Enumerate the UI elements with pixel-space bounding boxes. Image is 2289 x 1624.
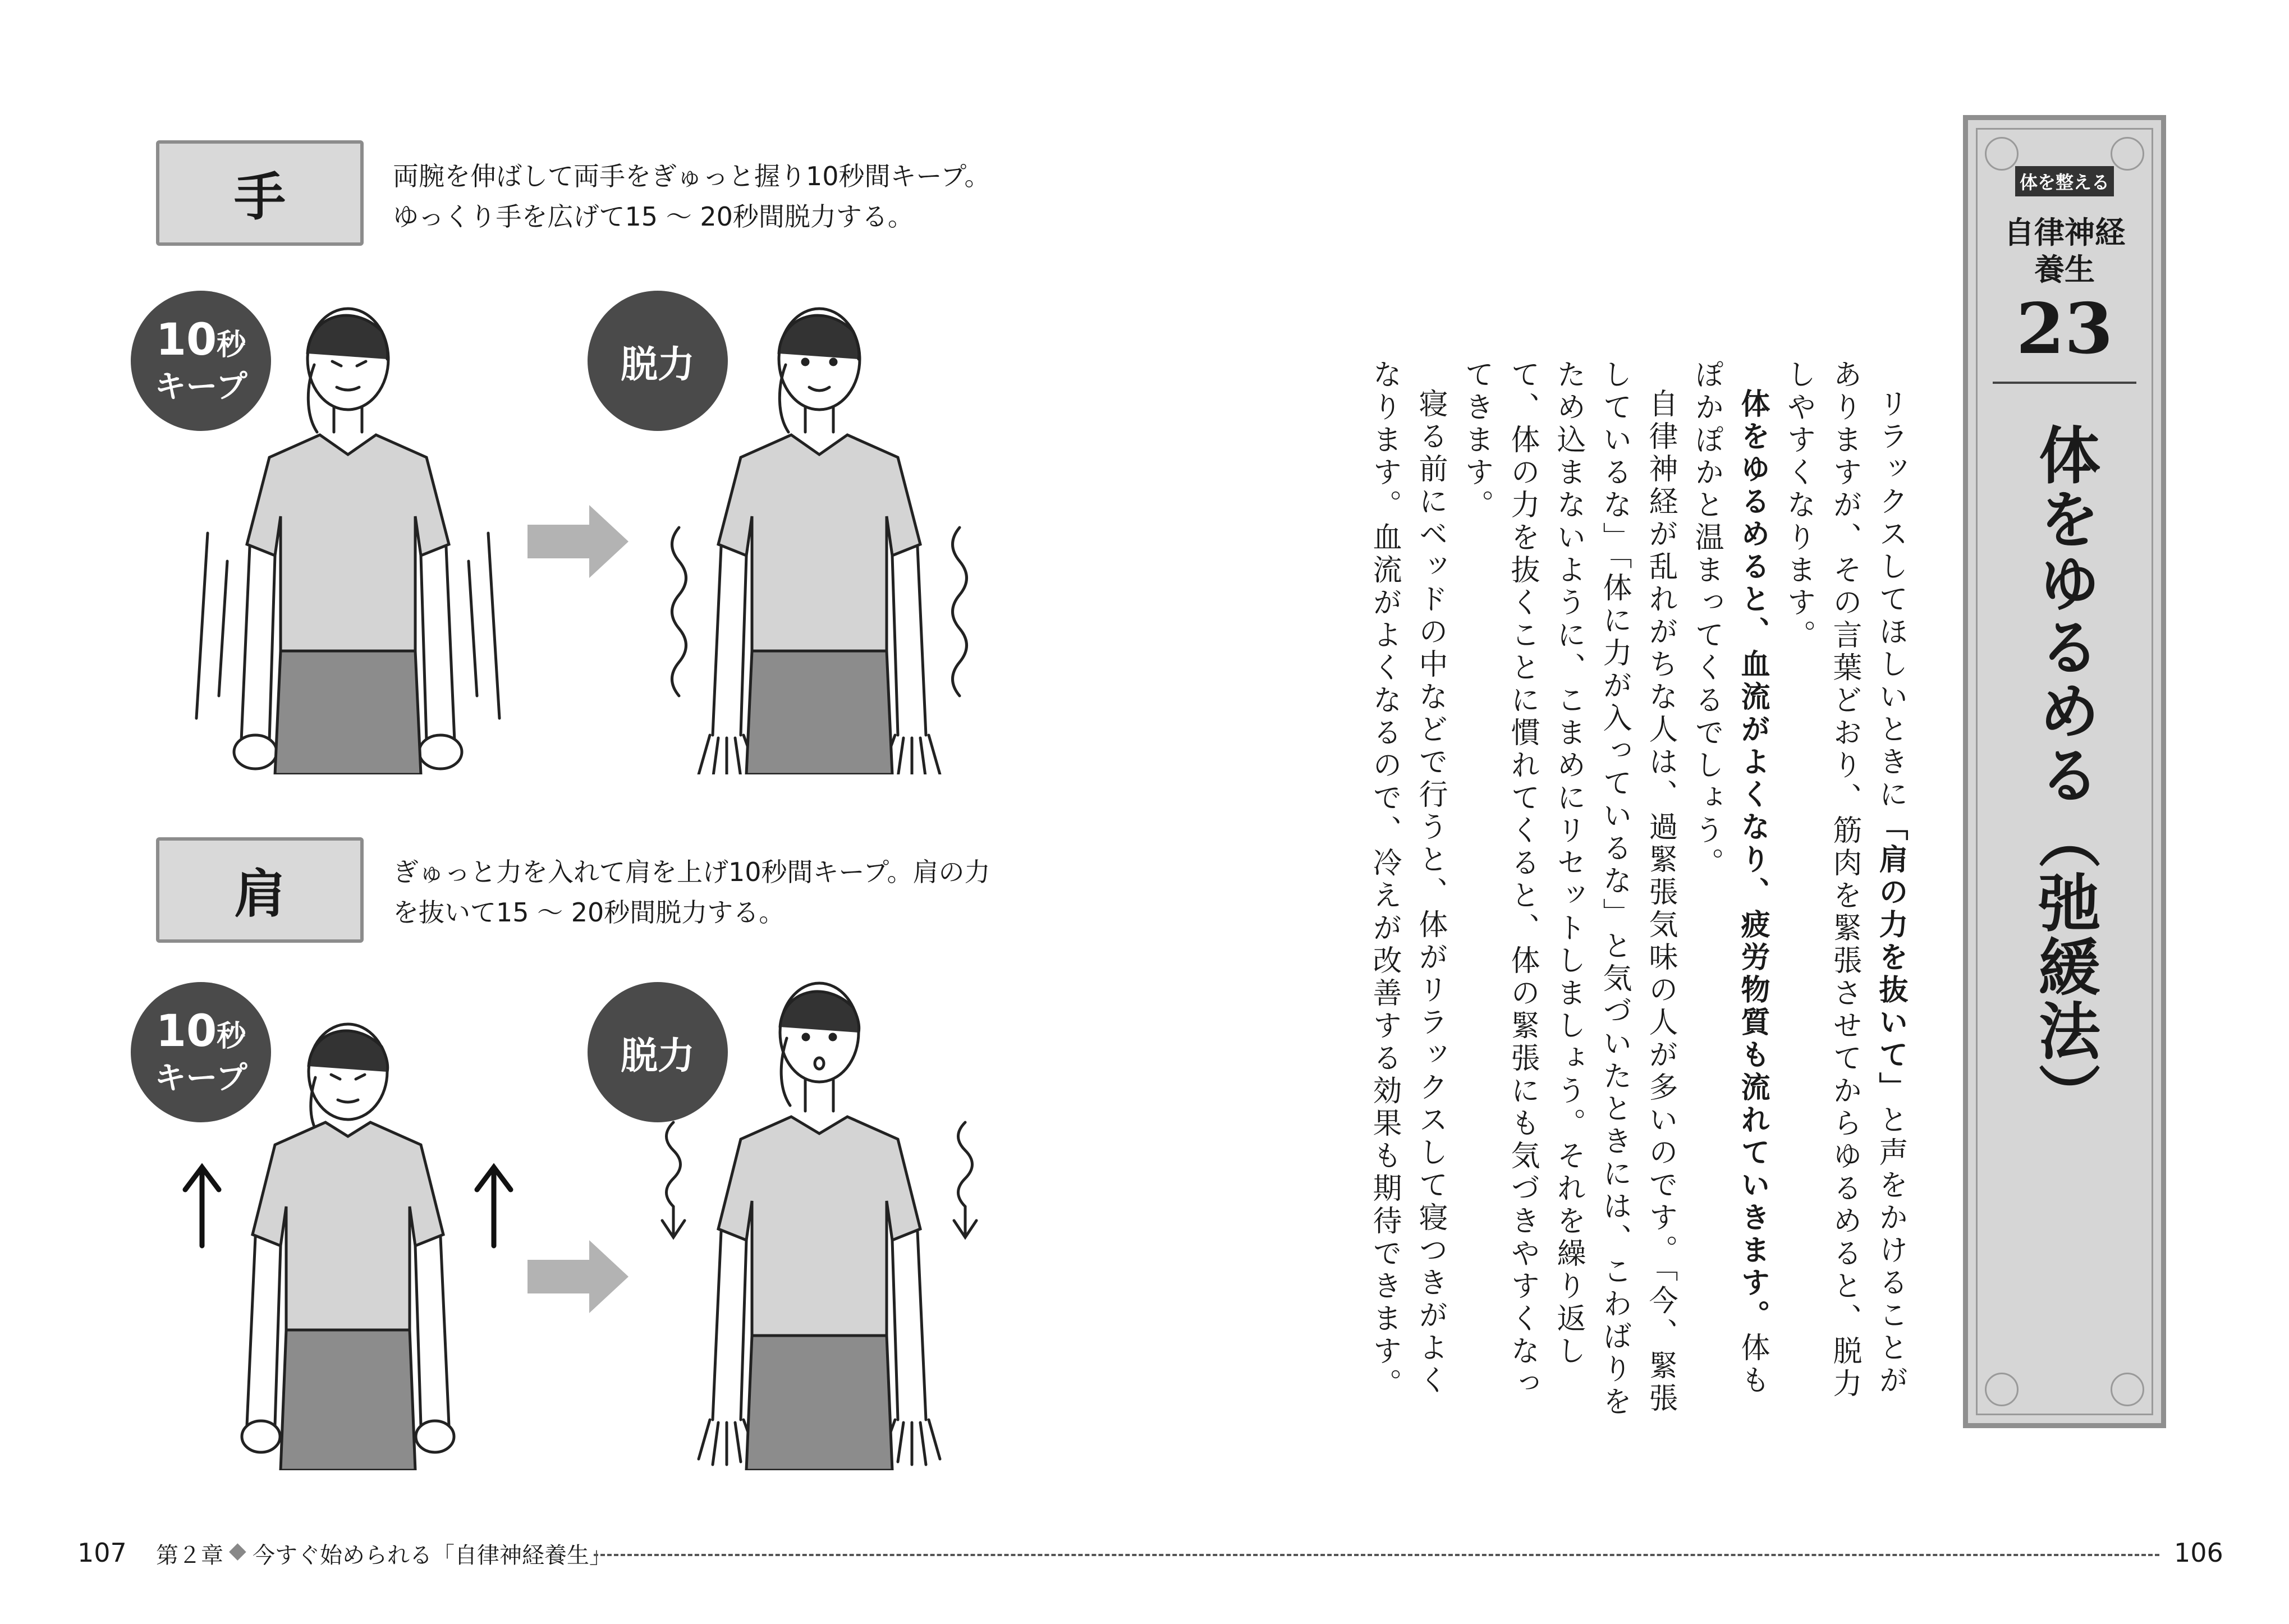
category-line: 自律神経 (2004, 215, 2125, 250)
badge-keep-num: 10 (155, 314, 217, 365)
text-run: リラックスしてほしいときに (1874, 388, 1907, 811)
divider (1993, 382, 2136, 384)
section-label-hand (156, 140, 364, 246)
badge-keep-word: キープ (154, 1059, 247, 1097)
section-label-shoulder (156, 837, 364, 943)
badge-keep-num: 10 (155, 1006, 217, 1057)
paragraph: 自律神経が乱れがちな人は、過緊張気味の人が多いのです。「今、緊張しているな」「体に力が入っているな」と気づいたときには、こわばりをため込まないように、こまめにリセットしましょう。それを繰り返して、体の力を抜くことに慣れてくると、体の緊張にも気づきやすくなってきます。 (1460, 359, 1677, 1419)
section-label-text: 肩 (233, 864, 286, 924)
arrow-right-icon (527, 1240, 640, 1313)
ornament-icon (1985, 1373, 2019, 1406)
badge-keep-unit: 秒 (217, 328, 246, 362)
page-number-right: 106 (2174, 1538, 2223, 1568)
emphasis: 「肩の力を抜いて」 (1874, 811, 1907, 1104)
badge-keep-word: キープ (154, 368, 247, 405)
paragraph (1684, 359, 1776, 1420)
badge-relax-text: 脱力 (621, 342, 695, 386)
chapter-number: 第２章 (156, 1543, 223, 1568)
diamond-icon: ◆ (229, 1538, 246, 1563)
ornament-icon (1985, 137, 2019, 171)
article-body (1291, 359, 1914, 1420)
section-label-text: 手 (233, 167, 286, 227)
arrow-right-icon (527, 505, 640, 578)
chapter-title: 今すぐ始められる「自律神経養生」 (253, 1543, 612, 1568)
badge-relax-text: 脱力 (621, 1034, 695, 1077)
instruction-line: 両腕を伸ばして両手をぎゅっと握り10秒間キープ。 (393, 161, 990, 191)
badge-keep-unit: 秒 (217, 1019, 246, 1053)
instruction-line: ゆっくり手を広げて15 〜 20秒間脱力する。 (393, 201, 914, 232)
shoulder-instruction (393, 852, 990, 933)
page-title: 体をゆるめる（弛緩法） (2029, 423, 2100, 1127)
page-number-left: 107 (77, 1538, 127, 1568)
illustration-shoulders-relax (645, 971, 993, 1470)
paragraph: 寝る前にベッドの中などで行うと、体がリラックスして寝つきがよくなります。血流がよくなるので、冷えが改善する効果も期待できます。 (1368, 359, 1447, 1401)
instruction-line: を抜いて15 〜 20秒間脱力する。 (393, 897, 785, 928)
instruction-line: ぎゅっと力を入れて肩を上げ10秒間キープ。肩の力 (393, 857, 990, 887)
text-run: と声をかけることがありますが、その言葉どおり、筋肉を緊張させてからゆるめると、脱力しやすくなります。 (1782, 359, 1907, 1401)
illustration-shoulders-raise (174, 1010, 522, 1470)
hand-instruction (393, 156, 990, 237)
emphasis: 体をゆるめると、血流がよくなり、疲労物質も流れていきます。 (1736, 388, 1769, 1332)
category-tag: 体を整える (2015, 166, 2114, 196)
section-header-panel (1963, 115, 2166, 1428)
text-run: 体もぽかぽかと温まってくるでしょう。 (1690, 359, 1769, 1397)
ornament-icon (2111, 1373, 2144, 1406)
footer-dashed-rule (594, 1554, 2159, 1556)
illustration-hands-clench (185, 292, 511, 774)
illustration-hands-relax (645, 292, 993, 774)
category-line: 養生 (2034, 252, 2095, 287)
paragraph (1776, 359, 1914, 1420)
ornament-icon (2111, 137, 2144, 171)
section-number: 23 (2016, 288, 2113, 370)
